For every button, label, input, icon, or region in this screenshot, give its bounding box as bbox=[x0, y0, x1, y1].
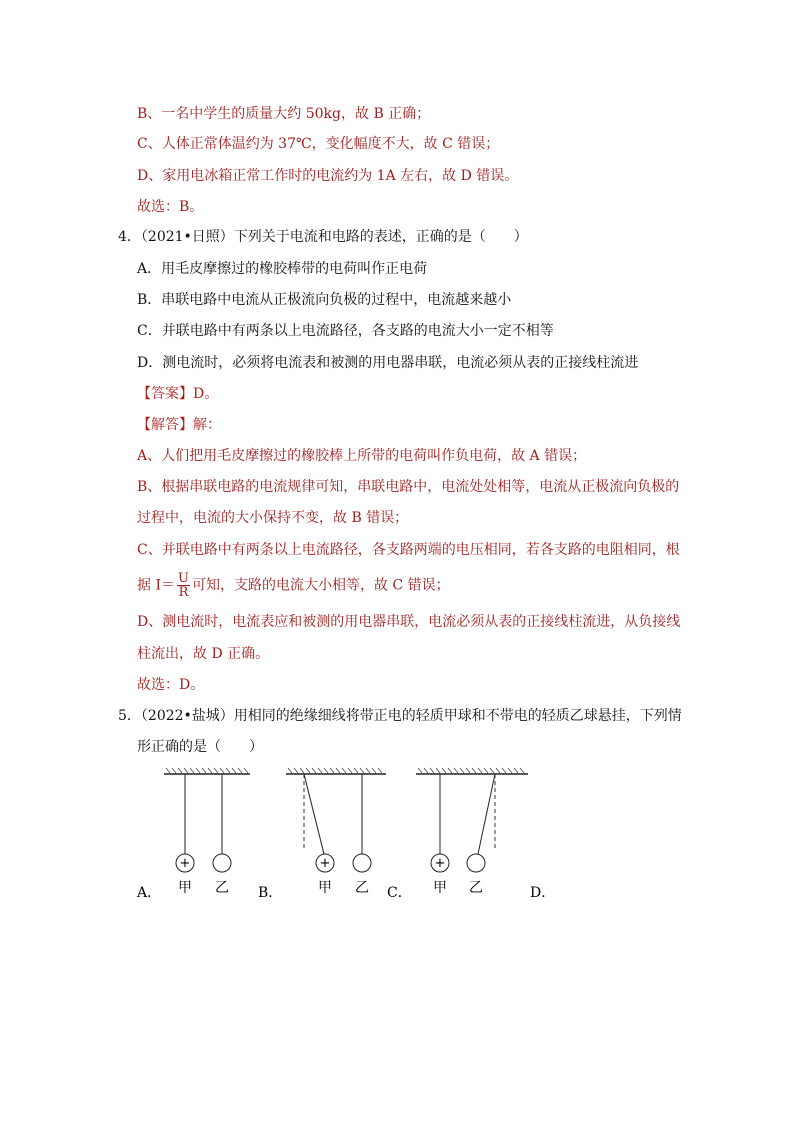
prev-answer-choice: 故选：B。 bbox=[137, 199, 204, 215]
ball-yi-label: 乙 bbox=[355, 880, 369, 896]
prev-answer-d: D、家用电冰箱正常工作时的电流约为 1A 左右，故 D 错误。 bbox=[137, 168, 519, 184]
q4-analysis-b2: 过程中，电流的大小保持不变，故 B 错误； bbox=[137, 510, 409, 526]
q5-stem-line1: 5．（2022•盐城）用相同的绝缘细线将带正电的轻质甲球和不带电的轻质乙球悬挂，下列情 bbox=[118, 708, 682, 724]
plus-sign: + bbox=[434, 856, 446, 871]
ball-yi-label: 乙 bbox=[215, 880, 229, 896]
q4-analysis-a: A、人们把用毛皮摩擦过的橡胶棒上所带的电荷叫作负电荷，故 A 错误； bbox=[137, 448, 587, 464]
q4-option-c: C．并联电路中有两条以上电流路径，各支路的电流大小一定不相等 bbox=[137, 323, 554, 339]
fraction-numerator: U bbox=[177, 571, 189, 586]
q4-analysis-c1: C、并联电路中有两条以上电流路径，各支路两端的电压相同，若各支路的电阻相同，根 bbox=[137, 542, 680, 558]
q4-analysis-label: 【解答】解： bbox=[137, 417, 221, 433]
q4-answer: 【答案】D。 bbox=[137, 386, 219, 402]
ball-jia-label: 甲 bbox=[178, 880, 192, 896]
prev-answer-c: C、人体正常体温约为 37℃，变化幅度不大，故 C 错误； bbox=[137, 136, 500, 152]
ball-jia-label: 甲 bbox=[318, 880, 332, 896]
formula-fraction bbox=[177, 572, 190, 599]
formula-suffix: 可知，支路的电流大小相等，故 C 错误； bbox=[191, 577, 450, 594]
figure-c bbox=[412, 766, 532, 896]
q5-stem-line2: 形正确的是（ ） bbox=[137, 739, 263, 755]
figure-label-a: A． bbox=[137, 885, 162, 901]
q4-stem: 4．（2021•日照）下列关于电流和电路的表述，正确的是（ ） bbox=[118, 229, 528, 245]
figure-a bbox=[160, 766, 260, 896]
prev-answer-b: B、一名中学生的质量大约 50kg，故 B 正确； bbox=[137, 106, 431, 122]
plus-sign: + bbox=[319, 856, 331, 871]
plus-sign: + bbox=[179, 856, 191, 871]
q4-analysis-b1: B、根据串联电路的电流规律可知，串联电路中，电流处处相等，电流从正极流向负极的 bbox=[137, 479, 680, 495]
q4-analysis-d1: D、测电流时，电流表应和被测的用电器串联，电流必须从表的正接线柱流进，从负接线 bbox=[137, 614, 681, 630]
q4-option-b: B．串联电路中电流从正极流向负极的过程中，电流越来越小 bbox=[137, 292, 512, 308]
q4-choice: 故选：D。 bbox=[137, 677, 205, 693]
q4-analysis-c2 bbox=[137, 572, 450, 599]
ball-yi-label: 乙 bbox=[469, 880, 483, 896]
figure-label-c: C． bbox=[387, 885, 412, 901]
figure-label-b: B． bbox=[258, 885, 283, 901]
figure-b bbox=[282, 766, 392, 896]
figure-label-d: D． bbox=[530, 885, 556, 901]
formula-prefix: 据 I＝ bbox=[137, 577, 175, 594]
q4-analysis-d2: 柱流出，故 D 正确。 bbox=[137, 646, 270, 662]
q4-option-a: A．用毛皮摩擦过的橡胶棒带的电荷叫作正电荷 bbox=[137, 261, 428, 277]
fraction-denominator: R bbox=[178, 585, 189, 600]
ball-jia-label: 甲 bbox=[433, 880, 447, 896]
q4-option-d: D．测电流时，必须将电流表和被测的用电器串联，电流必须从表的正接线柱流进 bbox=[137, 355, 639, 371]
